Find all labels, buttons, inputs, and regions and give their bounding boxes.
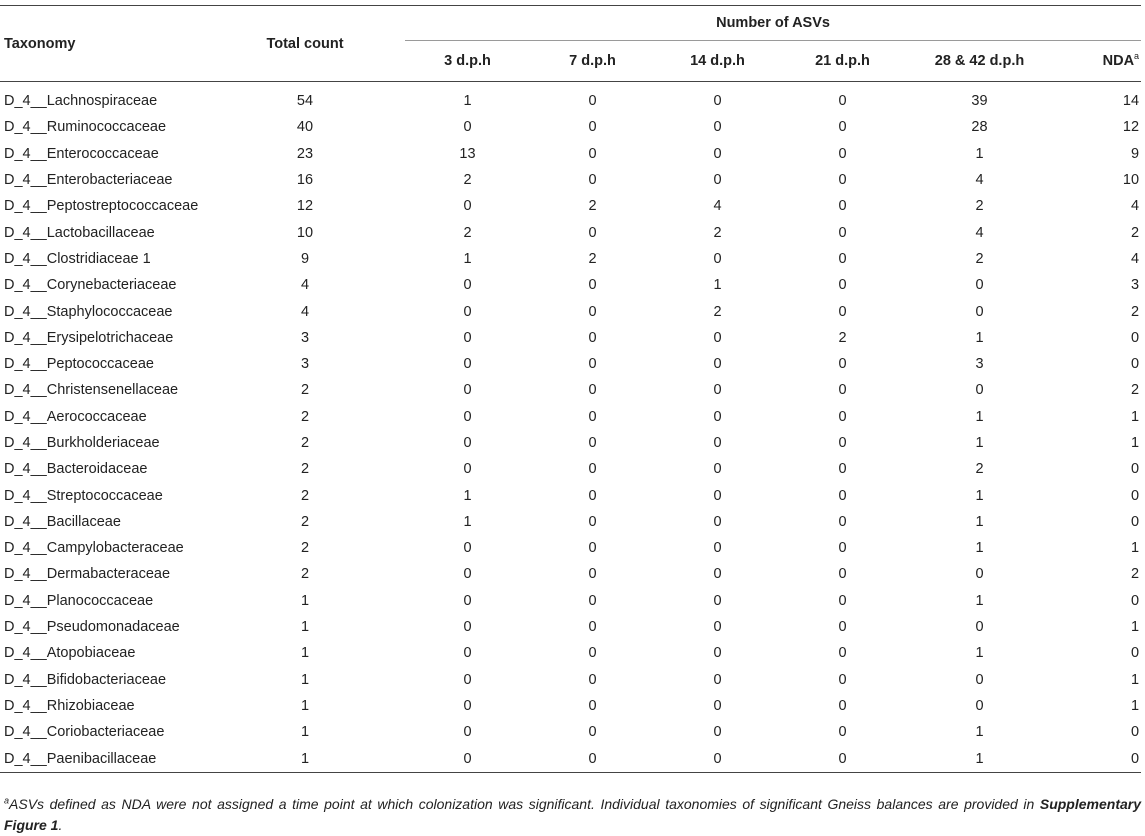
taxonomy-cell: D_4__Burkholderiaceae — [4, 435, 160, 451]
table-row — [0, 640, 1141, 666]
dph21-cell: 0 — [838, 172, 847, 189]
total-count-cell: 10 — [296, 224, 314, 241]
taxonomy-cell: D_4__Enterococcaceae — [4, 145, 159, 162]
dph7-cell: 0 — [588, 645, 597, 662]
table-row — [0, 693, 1141, 719]
dph7-cell: 0 — [588, 435, 597, 451]
dph7-cell: 0 — [588, 566, 597, 583]
dph3-cell: 1 — [463, 250, 472, 267]
taxonomy-cell: D_4__Coriobacteriaceae — [4, 724, 165, 741]
table-row — [0, 193, 1141, 219]
table-body — [0, 82, 1141, 773]
dph28-42-cell: 1 — [975, 408, 984, 425]
dph28-42-cell: 1 — [975, 513, 984, 530]
taxonomy-cell: D_4__Staphylococcaceae — [4, 303, 173, 320]
dph7-cell: 0 — [588, 592, 597, 609]
dph21-cell: 0 — [838, 356, 847, 373]
dph3-cell: 0 — [463, 119, 472, 136]
nda-cell: 0 — [1130, 461, 1140, 478]
dph7-cell: 0 — [588, 461, 597, 478]
footnote-end: . — [58, 817, 63, 833]
dph21-cell: 0 — [838, 671, 847, 688]
table-row — [0, 325, 1141, 351]
total-count-cell: 2 — [300, 513, 310, 530]
nda-cell: 0 — [1130, 356, 1140, 373]
dph21-cell: 0 — [838, 382, 847, 399]
dph3-cell: 0 — [463, 461, 472, 478]
table-row — [0, 667, 1141, 693]
table-row — [0, 298, 1141, 324]
total-count-cell: 1 — [300, 671, 310, 688]
dph28-42-cell: 1 — [975, 145, 984, 162]
nda-cell: 0 — [1130, 724, 1140, 741]
dph21-cell: 0 — [838, 566, 847, 583]
dph14-cell: 0 — [713, 724, 722, 741]
dph14-cell: 0 — [713, 619, 722, 636]
dph7-cell: 0 — [588, 145, 597, 162]
dph21-cell: 0 — [838, 724, 847, 741]
dph3-cell: 1 — [463, 487, 472, 504]
nda-cell: 2 — [1130, 303, 1140, 320]
nda-cell: 0 — [1130, 645, 1140, 662]
nda-cell: 2 — [1130, 224, 1140, 241]
taxonomy-cell: D_4__Clostridiaceae 1 — [4, 250, 151, 267]
dph21-cell: 0 — [838, 145, 847, 162]
dph3-cell: 0 — [463, 619, 472, 636]
dph7-cell: 0 — [530, 745, 655, 772]
dph21-cell: 0 — [838, 119, 847, 136]
dph3-cell: 0 — [463, 645, 472, 662]
table-row — [0, 272, 1141, 298]
dph14-cell: 0 — [713, 461, 722, 478]
taxonomy-cell: D_4__Ruminococcaceae — [4, 119, 167, 136]
total-count-cell: 2 — [300, 435, 310, 451]
taxonomy-cell: D_4__Aerococcaceae — [4, 408, 147, 425]
table-header — [0, 6, 1141, 82]
total-count-cell: 2 — [300, 566, 310, 583]
dph7-cell: 0 — [588, 303, 597, 320]
table-row — [0, 141, 1141, 167]
taxonomy-cell: D_4__Rhizobiaceae — [4, 697, 135, 714]
footnote-text: ASVs defined as NDA were not assigned a time point at which colonization was significant. Individual taxonomies of significant Gneiss balances are provided in — [9, 796, 1040, 812]
nda-cell: 2 — [1130, 566, 1140, 583]
header-14-dph: 14 d.p.h — [655, 41, 780, 82]
table-footnote — [4, 794, 1141, 836]
dph21-cell: 0 — [838, 697, 847, 714]
table-row — [0, 219, 1141, 245]
dph28-42-cell: 0 — [975, 671, 984, 688]
dph14-cell: 0 — [713, 645, 722, 662]
taxonomy-cell: D_4__Streptococcaceae — [4, 487, 163, 504]
dph28-42-cell: 1 — [975, 724, 984, 741]
table-row — [0, 167, 1141, 193]
dph21-cell: 0 — [838, 93, 847, 110]
dph7-cell: 0 — [588, 671, 597, 688]
dph14-cell: 0 — [713, 408, 722, 425]
dph28-42-cell: 28 — [971, 119, 988, 136]
dph14-cell: 0 — [713, 329, 722, 346]
dph14-cell: 0 — [713, 93, 722, 110]
dph21-cell: 0 — [838, 435, 847, 451]
dph21-cell: 0 — [838, 461, 847, 478]
dph7-cell: 0 — [588, 540, 597, 557]
dph3-cell: 0 — [463, 382, 472, 399]
dph7-cell: 0 — [588, 356, 597, 373]
header-nda — [1054, 41, 1141, 82]
header-nda-label: NDA — [1102, 53, 1135, 69]
nda-cell: 1 — [1130, 540, 1140, 557]
total-count-cell: 40 — [296, 119, 314, 136]
table-row — [0, 456, 1141, 482]
dph14-cell: 0 — [713, 592, 722, 609]
footnote-marker: a — [4, 795, 10, 806]
header-nda-footnote-marker: a — [1134, 51, 1140, 62]
table-row — [0, 351, 1141, 377]
dph28-42-cell: 0 — [975, 619, 984, 636]
dph3-cell: 2 — [463, 172, 472, 189]
taxonomy-cell: D_4__Enterobacteriaceae — [4, 172, 173, 189]
nda-cell: 4 — [1130, 198, 1140, 215]
dph21-cell: 0 — [838, 592, 847, 609]
table-row — [0, 561, 1141, 587]
dph14-cell: 0 — [713, 250, 722, 267]
header-3-dph: 3 d.p.h — [405, 41, 530, 82]
asv-table — [0, 5, 1141, 773]
dph7-cell: 0 — [588, 172, 597, 189]
dph21-cell: 0 — [838, 277, 847, 294]
dph28-42-cell: 0 — [975, 277, 984, 294]
dph3-cell: 0 — [463, 277, 472, 294]
dph14-cell: 0 — [713, 671, 722, 688]
dph28-42-cell: 1 — [975, 329, 984, 346]
dph28-42-cell: 2 — [975, 250, 984, 267]
total-count-cell: 12 — [296, 198, 314, 215]
dph28-42-cell: 1 — [975, 645, 984, 662]
taxonomy-cell: D_4__Bacteroidaceae — [4, 461, 148, 478]
dph14-cell: 2 — [713, 224, 722, 241]
dph21-cell: 0 — [838, 540, 847, 557]
total-count-cell: 3 — [300, 329, 310, 346]
dph3-cell: 1 — [463, 513, 472, 530]
dph3-cell: 13 — [459, 145, 476, 162]
dph28-42-cell: 39 — [971, 93, 988, 110]
nda-cell: 14 — [1122, 93, 1140, 110]
total-count-cell: 1 — [300, 592, 310, 609]
total-count-cell: 1 — [300, 619, 310, 636]
group-header-row — [0, 6, 1141, 41]
dph3-cell: 0 — [463, 671, 472, 688]
total-count-cell: 2 — [300, 408, 310, 425]
dph14-cell: 0 — [713, 697, 722, 714]
dph14-cell: 0 — [713, 513, 722, 530]
dph7-cell: 0 — [588, 224, 597, 241]
taxonomy-header: Taxonomy — [0, 6, 205, 82]
table-row — [0, 719, 1141, 745]
dph21-cell: 0 — [838, 513, 847, 530]
dph7-cell: 0 — [588, 329, 597, 346]
dph28-42-cell: 3 — [975, 356, 984, 373]
header-28-42-dph: 28 & 42 d.p.h — [905, 41, 1054, 82]
dph21-cell: 2 — [838, 329, 847, 346]
taxonomy-cell: D_4__Dermabacteraceae — [4, 566, 171, 583]
taxonomy-cell: D_4__Lachnospiraceae — [4, 93, 158, 110]
dph7-cell: 0 — [588, 119, 597, 136]
dph21-cell: 0 — [780, 745, 905, 772]
nda-cell: 2 — [1130, 382, 1140, 399]
table-row — [0, 509, 1141, 535]
dph28-42-cell: 4 — [975, 224, 984, 241]
nda-cell: 9 — [1130, 145, 1140, 162]
dph7-cell: 0 — [588, 724, 597, 741]
dph21-cell: 0 — [838, 198, 847, 215]
dph7-cell: 0 — [588, 487, 597, 504]
dph3-cell: 0 — [405, 745, 530, 772]
dph14-cell: 1 — [713, 277, 722, 294]
dph14-cell: 0 — [713, 356, 722, 373]
dph14-cell: 0 — [713, 540, 722, 557]
total-count-cell: 1 — [300, 645, 310, 662]
dph7-cell: 0 — [588, 619, 597, 636]
dph21-cell: 0 — [838, 303, 847, 320]
dph3-cell: 1 — [463, 93, 472, 110]
table-row — [0, 535, 1141, 561]
nda-cell: 1 — [1130, 671, 1140, 688]
taxonomy-cell: D_4__Peptococcaceae — [4, 356, 154, 373]
nda-cell: 1 — [1130, 435, 1140, 451]
dph28-42-cell: 2 — [975, 198, 984, 215]
dph21-cell: 0 — [838, 619, 847, 636]
dph21-cell: 0 — [838, 408, 847, 425]
dph28-42-cell: 1 — [975, 435, 984, 451]
dph28-42-cell: 0 — [975, 303, 984, 320]
taxonomy-cell: D_4__Campylobacteraceae — [4, 540, 184, 557]
dph28-42-cell: 1 — [975, 487, 984, 504]
nda-cell: 0 — [1130, 329, 1140, 346]
nda-cell: 10 — [1122, 172, 1140, 189]
total-count-cell: 1 — [205, 745, 405, 772]
taxonomy-cell: D_4__Bacillaceae — [4, 513, 121, 530]
dph3-cell: 2 — [463, 224, 472, 241]
dph3-cell: 0 — [463, 540, 472, 557]
dph28-42-cell: 1 — [905, 745, 1054, 772]
taxonomy-cell: D_4__Bifidobacteriaceae — [4, 671, 167, 688]
dph21-cell: 0 — [838, 487, 847, 504]
dph3-cell: 0 — [463, 697, 472, 714]
dph28-42-cell: 0 — [975, 566, 984, 583]
dph28-42-cell: 1 — [975, 540, 984, 557]
dph21-cell: 0 — [838, 645, 847, 662]
total-count-cell: 4 — [300, 277, 310, 294]
total-count-cell: 2 — [300, 461, 310, 478]
table-row — [0, 404, 1141, 430]
header-21-dph: 21 d.p.h — [780, 41, 905, 82]
nda-cell: 0 — [1130, 592, 1140, 609]
total-count-cell: 3 — [300, 356, 310, 373]
dph14-cell: 0 — [713, 382, 722, 399]
taxonomy-cell: D_4__Planococcaceae — [4, 592, 154, 609]
dph3-cell: 0 — [463, 435, 472, 451]
dph3-cell: 0 — [463, 408, 472, 425]
header-7-dph: 7 d.p.h — [530, 41, 655, 82]
table-row — [0, 88, 1141, 114]
taxonomy-cell: D_4__Atopobiaceae — [4, 645, 136, 662]
dph14-cell: 0 — [713, 145, 722, 162]
dph7-cell: 0 — [588, 513, 597, 530]
dph3-cell: 0 — [463, 724, 472, 741]
dph7-cell: 0 — [588, 697, 597, 714]
dph28-42-cell: 1 — [975, 592, 984, 609]
nda-cell: 3 — [1130, 277, 1140, 294]
nda-cell: 1 — [1130, 619, 1140, 636]
dph7-cell: 0 — [588, 277, 597, 294]
nda-cell: 12 — [1122, 119, 1140, 136]
dph28-42-cell: 0 — [975, 382, 984, 399]
taxonomy-cell: D_4__Paenibacillaceae — [0, 745, 205, 772]
table-row — [0, 482, 1141, 508]
dph3-cell: 0 — [463, 566, 472, 583]
total-count-header: Total count — [205, 6, 405, 82]
total-count-cell: 4 — [300, 303, 310, 320]
nda-cell: 1 — [1130, 697, 1140, 714]
table-row — [0, 114, 1141, 140]
dph3-cell: 0 — [463, 303, 472, 320]
taxonomy-cell: D_4__Erysipelotrichaceae — [4, 329, 174, 346]
taxonomy-cell: D_4__Pseudomonadaceae — [4, 619, 180, 636]
number-of-asvs-header: Number of ASVs — [405, 6, 1141, 41]
table-row — [0, 614, 1141, 640]
dph7-cell: 2 — [588, 198, 597, 215]
dph7-cell: 0 — [588, 408, 597, 425]
taxonomy-cell: D_4__Lactobacillaceae — [4, 224, 155, 241]
nda-cell: 0 — [1130, 487, 1140, 504]
dph28-42-cell: 0 — [975, 697, 984, 714]
supplementary-figure-link[interactable]: Supplementary Figure 1 — [4, 796, 1141, 833]
dph14-cell: 0 — [713, 566, 722, 583]
table-row — [0, 745, 1141, 772]
total-count-cell: 2 — [300, 540, 310, 557]
dph14-cell: 0 — [713, 119, 722, 136]
total-count-cell: 9 — [300, 250, 310, 267]
nda-cell: 4 — [1130, 250, 1140, 267]
total-count-cell: 23 — [296, 145, 314, 162]
dph14-cell: 0 — [655, 745, 780, 772]
total-count-cell: 1 — [300, 724, 310, 741]
nda-cell: 0 — [1130, 513, 1140, 530]
taxonomy-cell: D_4__Christensenellaceae — [4, 382, 179, 399]
total-count-cell: 2 — [300, 382, 310, 399]
nda-cell: 0 — [1054, 745, 1141, 772]
dph21-cell: 0 — [838, 224, 847, 241]
nda-cell: 1 — [1130, 408, 1140, 425]
total-count-cell: 16 — [296, 172, 314, 189]
dph14-cell: 2 — [713, 303, 722, 320]
table-row — [0, 430, 1141, 456]
table-row — [0, 377, 1141, 403]
dph14-cell: 0 — [713, 487, 722, 504]
total-count-cell: 2 — [300, 487, 310, 504]
dph3-cell: 0 — [463, 198, 472, 215]
dph3-cell: 0 — [463, 592, 472, 609]
dph7-cell: 2 — [588, 250, 597, 267]
dph7-cell: 0 — [588, 382, 597, 399]
taxonomy-cell: D_4__Corynebacteriaceae — [4, 277, 177, 294]
total-count-cell: 1 — [300, 697, 310, 714]
dph28-42-cell: 2 — [975, 461, 984, 478]
dph3-cell: 0 — [463, 356, 472, 373]
dph21-cell: 0 — [838, 250, 847, 267]
dph28-42-cell: 4 — [975, 172, 984, 189]
dph7-cell: 0 — [588, 93, 597, 110]
table-row — [0, 246, 1141, 272]
taxonomy-cell: D_4__Peptostreptococcaceae — [4, 198, 199, 215]
table-row — [0, 588, 1141, 614]
total-count-cell: 54 — [296, 93, 314, 110]
dph3-cell: 0 — [463, 329, 472, 346]
dph14-cell: 4 — [713, 198, 722, 215]
dph14-cell: 0 — [713, 172, 722, 189]
dph14-cell: 0 — [713, 435, 722, 451]
